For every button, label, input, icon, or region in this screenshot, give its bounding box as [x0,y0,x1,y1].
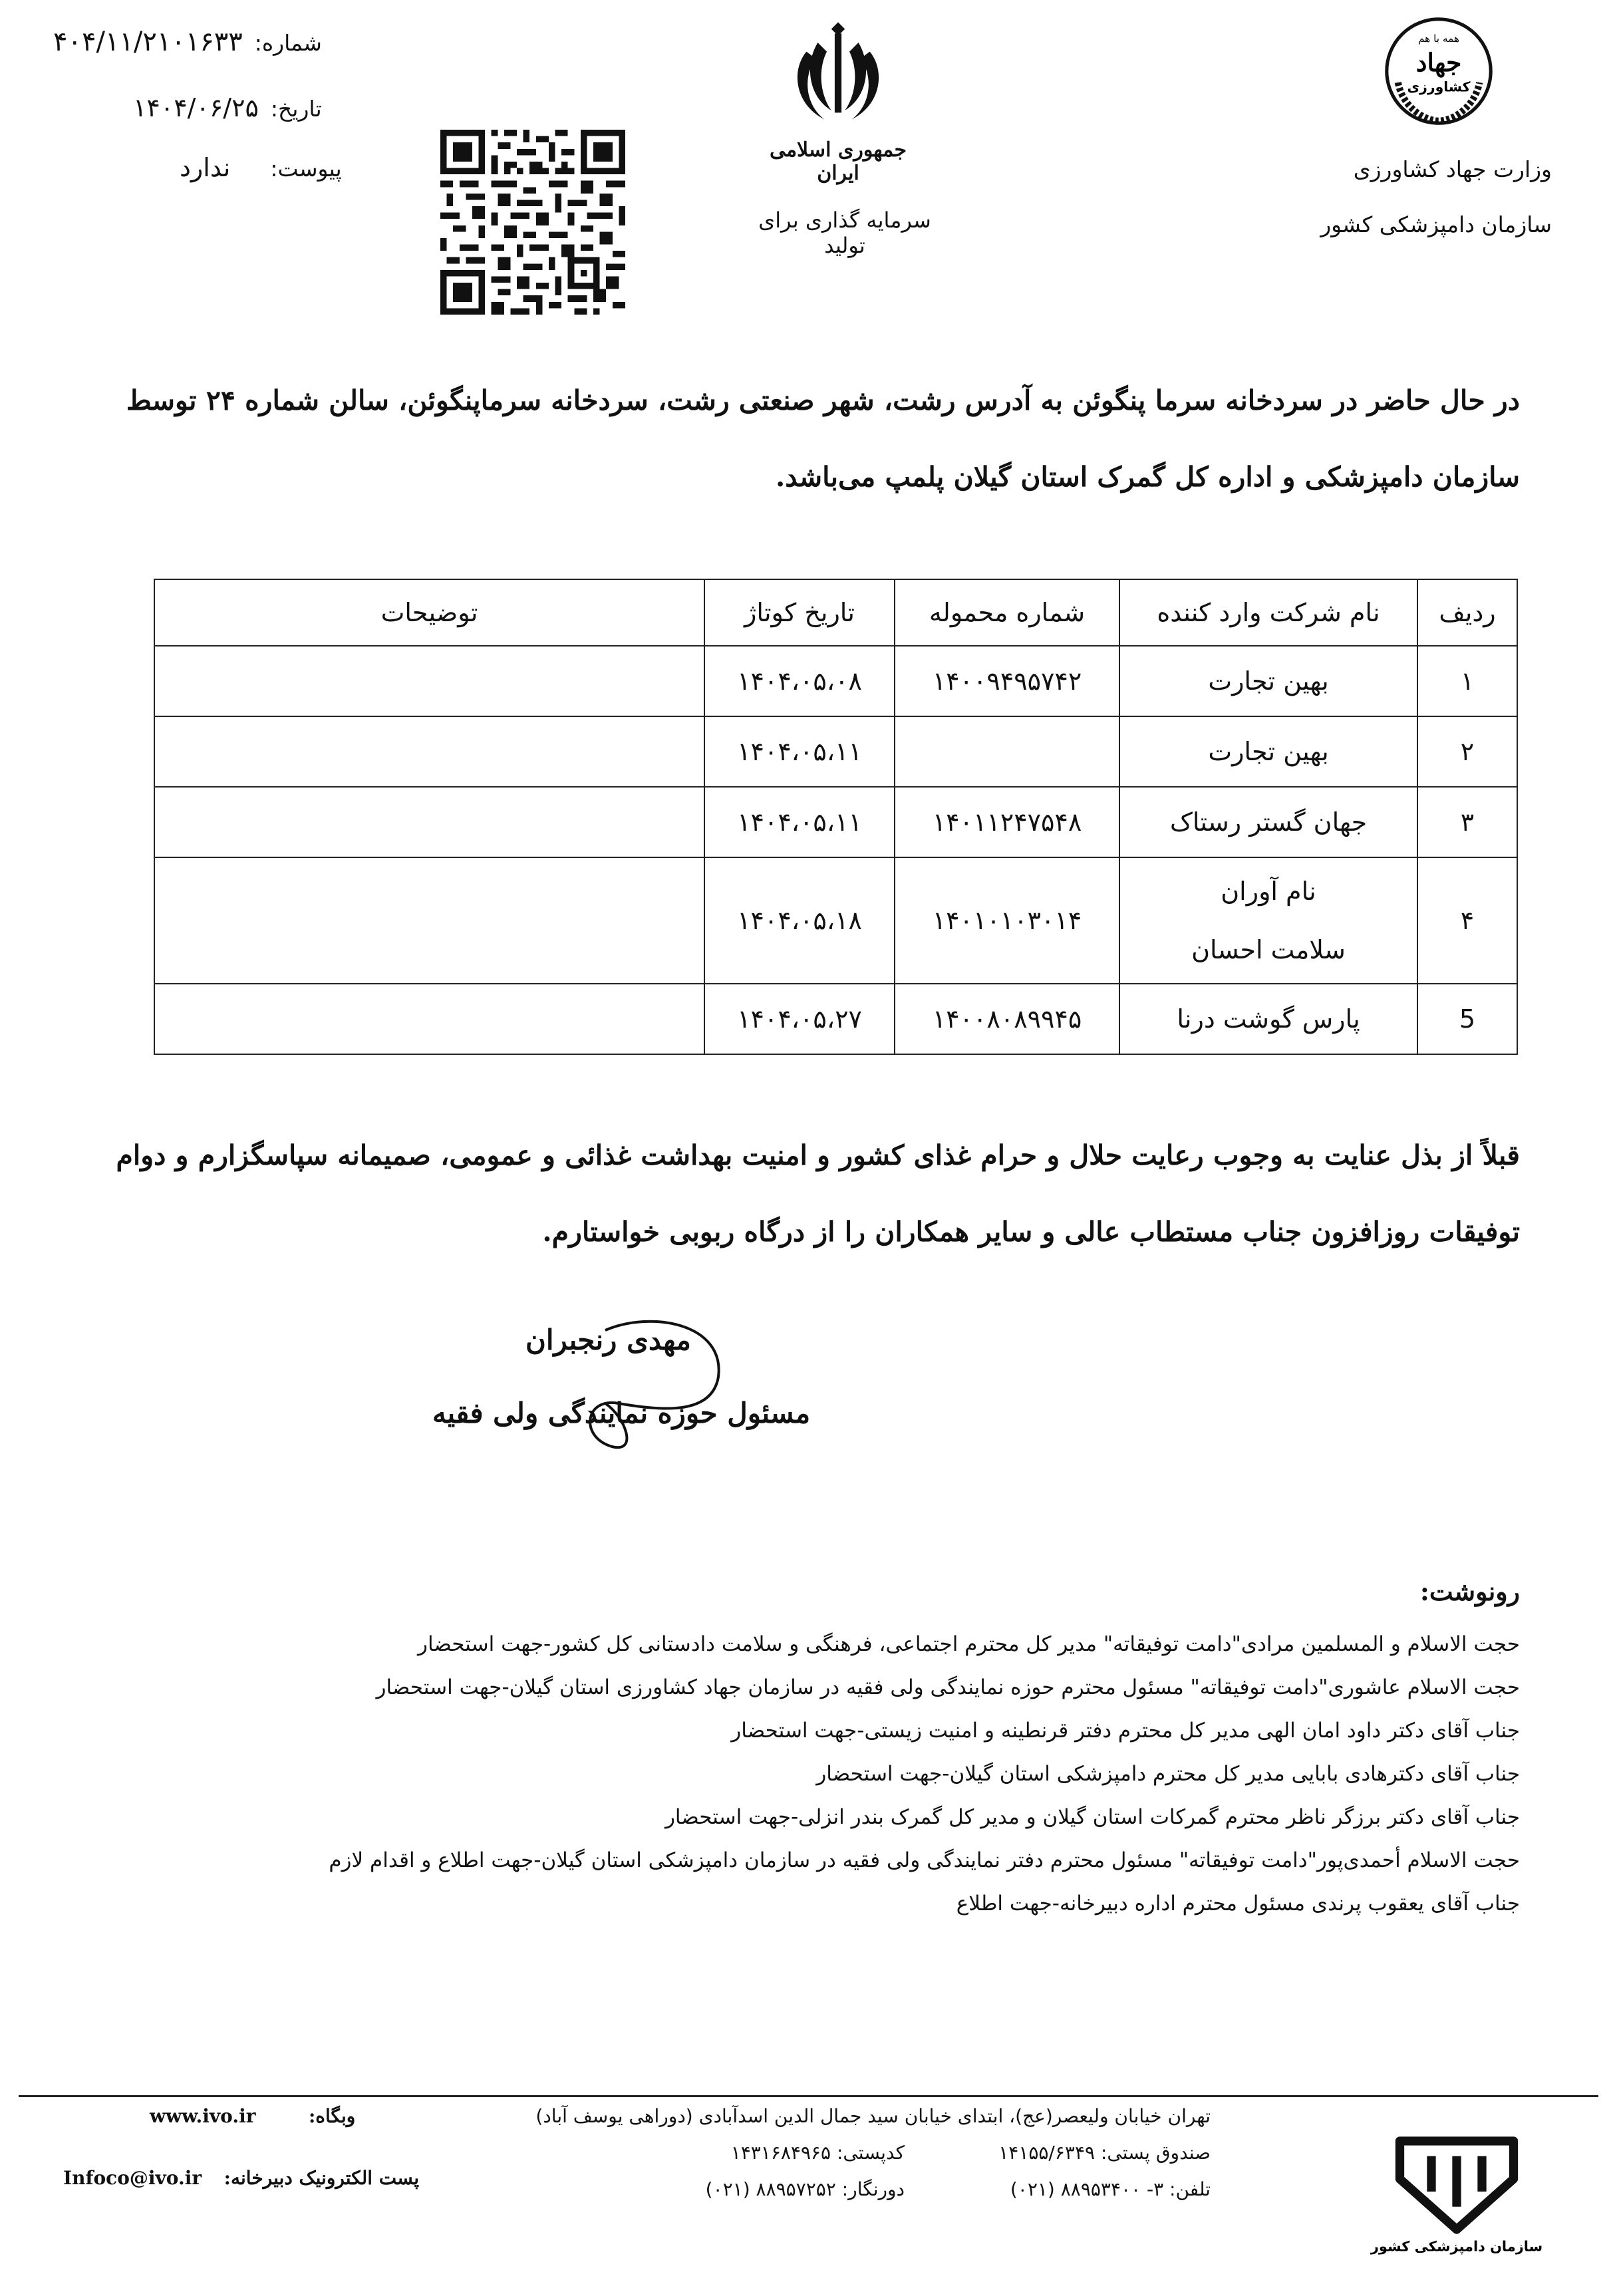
cell-notes [154,857,704,984]
list-item: حجت الاسلام أحمدی‌پور"دامت توفیقاته" مسئول محترم دفتر نمایندگی ولی فقیه در سازمان دامپزشکی استان گیلان-جهت اطلاع و اقدام لازم [329,1848,1520,1872]
footer-divider [19,2095,1598,2097]
cell-date: ۱۴۰۴،۰۵،۲۷ [704,984,895,1054]
footer-website [150,2105,355,2127]
cell-company: جهان گستر رستاک [1119,787,1417,857]
cell-row-number: ۱ [1417,646,1517,716]
footer-phone: تلفن: ۳- ۸۸۹۵۳۴۰۰ (۰۲۱) [1010,2178,1211,2200]
iran-emblem-icon [782,20,895,133]
cell-shipment: ۱۴۰۰۸۰۸۹۹۴۵ [895,984,1119,1054]
closing-paragraph: قبلاً از بذل عنایت به وجوب رعایت حلال و حرام غذای کشور و امنیت بهداشت غذائی و عمومی، صمیمانه سپاسگزارم و دوام توفیقات روزافزون جناب مستطاب عالی و سایر همکاران را از درگاه ربوبی خواستارم. [116,1139,1520,1248]
cell-date: ۱۴۰۴،۰۵،۱۱ [704,787,895,857]
organization-name: سازمان دامپزشکی کشور [1320,212,1552,237]
date-value: ۱۴۰۴/۰۶/۲۵ [133,93,259,122]
svg-text:کشاورزی: کشاورزی [1407,78,1471,95]
cell-shipment [895,716,1119,787]
cell-notes [154,787,704,857]
national-emblem [752,20,925,185]
letter-date [133,93,322,122]
signatory-title: مسئول حوزه نمایندگی ولی فقیه [432,1397,811,1429]
cell-company: بهین تجارت [1119,716,1417,787]
letter-attachment [180,153,342,182]
svg-text:سازمان دامپزشکی کشور: سازمان دامپزشکی کشور [1370,2238,1543,2255]
header-company: نام شرکت وارد کننده [1119,579,1417,646]
ministry-name: وزارت جهاد کشاورزی [1353,156,1552,182]
email-label: پست الکترونیک دبیرخانه: [223,2167,420,2189]
table-row [154,857,1517,984]
letter-number [53,27,322,57]
svg-text:جهاد: جهاد [1415,48,1462,77]
cell-shipment: ۱۴۰۰۹۴۹۵۷۴۲ [895,646,1119,716]
cc-list [123,1623,1520,1926]
cell-row-number: ۲ [1417,716,1517,787]
attachment-value: ندارد [180,153,231,182]
cell-date: ۱۴۰۴،۰۵،۱۸ [704,857,895,984]
list-item: جناب آقای دکتر داود امان الهی مدیر کل محترم دفتر قرنطینه و امنیت زیستی-جهت استحضار [731,1719,1520,1743]
footer-address: تهران خیابان ولیعصر(عج)، ابتدای خیابان سید جمال الدین اسدآبادی (دوراهی یوسف آباد) [535,2105,1211,2127]
cc-heading: رونوشت: [1419,1576,1520,1606]
cell-row-number: ۴ [1417,857,1517,984]
shipments-table [154,579,1518,1055]
cell-shipment: ۱۴۰۱۱۲۴۷۵۴۸ [895,787,1119,857]
table-row [154,716,1517,787]
list-item: حجت الاسلام عاشوری"دامت توفیقاته" مسئول محترم حوزه نمایندگی ولی فقیه در سازمان جهاد کشاورزی استان گیلان-جهت استحضار [376,1675,1520,1699]
footer-postal-code: کدپستی: ۱۴۳۱۶۸۴۹۶۵ [730,2142,905,2164]
footer-email [63,2167,419,2189]
cell-notes [154,984,704,1054]
cell-date: ۱۴۰۴،۰۵،۱۱ [704,716,895,787]
website-label: وبگاه: [308,2105,356,2127]
cell-date: ۱۴۰۴،۰۵،۰۸ [704,646,895,716]
list-item: جناب آقای یعقوب پرندی مسئول محترم اداره دبیرخانه-جهت اطلاع [956,1892,1520,1916]
cell-company: پارس گوشت درنا [1119,984,1417,1054]
qr-code [440,130,625,315]
svg-text:همه با هم: همه با هم [1417,32,1460,45]
list-item: حجت الاسلام و المسلمین مرادی"دامت توفیقاته" مدیر کل محترم اجتماعی، فرهنگی و سلامت دادستانی کل کشور-جهت استحضار [418,1632,1520,1656]
table-header-row [154,579,1517,646]
cell-company: بهین تجارت [1119,646,1417,716]
table-row [154,787,1517,857]
date-label: تاریخ: [270,96,322,122]
cell-notes [154,646,704,716]
footer-pobox: صندوق پستی: ۱۴۱۵۵/۶۳۴۹ [998,2142,1211,2164]
emblem-caption: جمهوری اسلامی ایران [769,138,907,185]
ivo-logo [1370,2128,1543,2255]
number-label: شماره: [254,30,322,56]
table-row [154,984,1517,1054]
cell-notes [154,716,704,787]
slogan: سرمایه گذاری برای تولید [758,208,931,258]
table-row [154,646,1517,716]
email-link[interactable]: Infoco@ivo.ir [63,2167,202,2189]
footer-fax: دورنگار: ۸۸۹۵۷۲۵۲ (۰۲۱) [705,2178,905,2200]
intro-paragraph: در حال حاضر در سردخانه سرما پنگوئن به آدرس رشت، شهر صنعتی رشت، سردخانه سرماپنگوئن، سالن شماره ۲۴ توسط سازمان دامپزشکی و اداره کل گمرک استان گیلان پلمپ می‌باشد. [126,384,1520,493]
header-shipment: شماره محموله [895,579,1119,646]
header-date: تاریخ کوتاژ [704,579,895,646]
number-value: ۴۰۴/۱۱/۲۱۰۱۶۳۳ [53,27,243,57]
header-notes: توضیحات [154,579,704,646]
cell-row-number: 5 [1417,984,1517,1054]
attachment-label: پیوست: [270,156,342,182]
signatory-name: مهدی رنجبران [525,1324,691,1356]
website-link[interactable]: www.ivo.ir [150,2105,256,2127]
header-row-number: ردیف [1417,579,1517,646]
cell-company: نام آوران سلامت احسان [1119,857,1417,984]
jahad-keshavarzi-logo [1382,15,1495,128]
list-item: جناب آقای دکتر برزگر ناظر محترم گمرکات استان گیلان و مدیر کل گمرک بندر انزلی-جهت استحضار [664,1805,1520,1829]
cell-shipment: ۱۴۰۱۰۱۰۳۰۱۴ [895,857,1119,984]
list-item: جناب آقای دکترهادی بابایی مدیر کل محترم دامپزشکی استان گیلان-جهت استحضار [816,1762,1520,1786]
cell-row-number: ۳ [1417,787,1517,857]
